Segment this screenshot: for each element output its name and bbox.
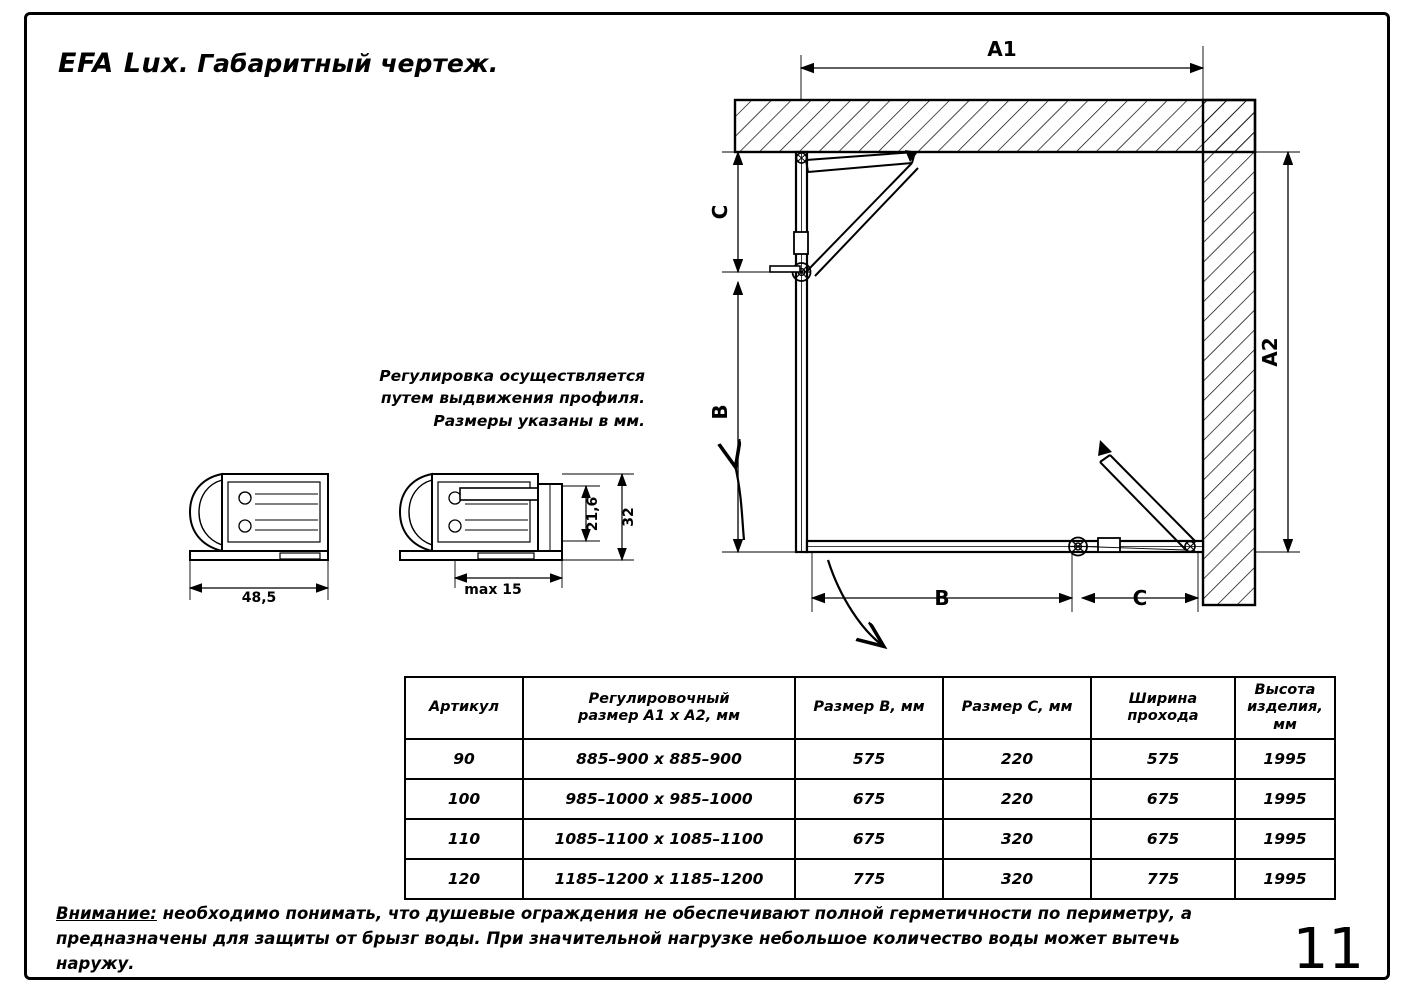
cell-passage-width: 775	[1091, 859, 1235, 899]
cell-size-b: 575	[795, 739, 943, 779]
table-header-adjust-size-line1: Регулировочный	[588, 690, 730, 707]
profile-max-extension-label: max 15	[464, 582, 522, 598]
cell-passage-width: 675	[1091, 819, 1235, 859]
warning-note	[56, 902, 1236, 976]
page-number: 11	[1292, 917, 1364, 982]
table-row	[405, 859, 1335, 899]
swing-arrows	[735, 465, 882, 645]
dimension-b-horizontal-label: B	[934, 586, 950, 610]
dimension-c-horizontal-label: C	[1132, 586, 1148, 610]
specifications-table	[404, 676, 1336, 900]
top-hinge-assembly	[770, 150, 918, 281]
table-header-size-b: Размер B, мм	[795, 677, 943, 739]
table-header-passage-width-line2: прохода	[1127, 708, 1199, 725]
cell-size-b: 775	[795, 859, 943, 899]
bottom-hinge-assembly	[1069, 440, 1196, 556]
cell-size-c: 320	[943, 819, 1091, 859]
dimension-c-vertical-label: C	[708, 204, 732, 220]
cell-product-height: 1995	[1235, 779, 1335, 819]
cell-size-b: 675	[795, 779, 943, 819]
profile-section-extended	[400, 474, 637, 598]
cell-adjust-size: 1185–1200 x 1185–1200	[523, 859, 795, 899]
dimension-a1-label: A1	[987, 37, 1017, 61]
table-header-product-height-line3: мм	[1273, 716, 1297, 733]
table-header-product-height-line1: Высота	[1254, 682, 1316, 698]
enclosure-outline	[796, 152, 1203, 552]
cell-article: 110	[405, 819, 523, 859]
cell-article: 90	[405, 739, 523, 779]
warning-label: Внимание:	[56, 904, 157, 923]
profile-inner-height-label: 21,6	[585, 496, 601, 532]
cell-product-height: 1995	[1235, 819, 1335, 859]
table-row	[405, 779, 1335, 819]
adjustment-note-line-1: Регулировка осуществляется	[379, 367, 645, 385]
warning-text: необходимо понимать, что душевые ограждения не обеспечивают полной герметичности по периметру, а предназначены для защиты от брызг воды. При значительной нагрузке небольшое количество воды может вытечь наружу.	[56, 904, 1193, 973]
table-row	[405, 739, 1335, 779]
cell-article: 120	[405, 859, 523, 899]
cell-adjust-size: 885–900 x 885–900	[523, 739, 795, 779]
table-header-product-height	[1235, 677, 1335, 739]
cell-passage-width: 575	[1091, 739, 1235, 779]
cell-product-height: 1995	[1235, 859, 1335, 899]
cell-size-c: 320	[943, 859, 1091, 899]
adjustment-note-line-2: путем выдвижения профиля.	[380, 389, 645, 408]
adjustment-note-line-3: Размеры указаны в мм.	[433, 411, 645, 430]
title-rest: . Габаритный чертеж.	[179, 49, 499, 78]
table-header-adjust-size	[523, 677, 795, 739]
dimension-b-vertical-label: B	[708, 404, 732, 420]
cell-adjust-size: 1085–1100 x 1085–1100	[523, 819, 795, 859]
profile-left-width-label: 48,5	[241, 590, 277, 606]
dimension-a2-label: A2	[1258, 337, 1282, 367]
cell-article: 100	[405, 779, 523, 819]
table-header-passage-width	[1091, 677, 1235, 739]
table-header-adjust-size-line2: размер A1 x A2, мм	[577, 708, 741, 725]
profile-outer-height-label: 32	[621, 507, 637, 527]
wall-hatching	[735, 100, 1255, 605]
cell-size-b: 675	[795, 819, 943, 859]
table-header-product-height-line2: изделия,	[1247, 699, 1323, 716]
table-header-passage-width-line1: Ширина	[1128, 690, 1198, 707]
cell-size-c: 220	[943, 739, 1091, 779]
cell-product-height: 1995	[1235, 739, 1335, 779]
table-header-size-c: Размер C, мм	[943, 677, 1091, 739]
table-row	[405, 819, 1335, 859]
table-header-row	[405, 677, 1335, 739]
cell-size-c: 220	[943, 779, 1091, 819]
cell-passage-width: 675	[1091, 779, 1235, 819]
brand-name: EFA Lux	[58, 48, 180, 79]
cell-adjust-size: 985–1000 x 985–1000	[523, 779, 795, 819]
table-header-article: Артикул	[405, 677, 523, 739]
profile-section-retracted	[190, 474, 328, 606]
